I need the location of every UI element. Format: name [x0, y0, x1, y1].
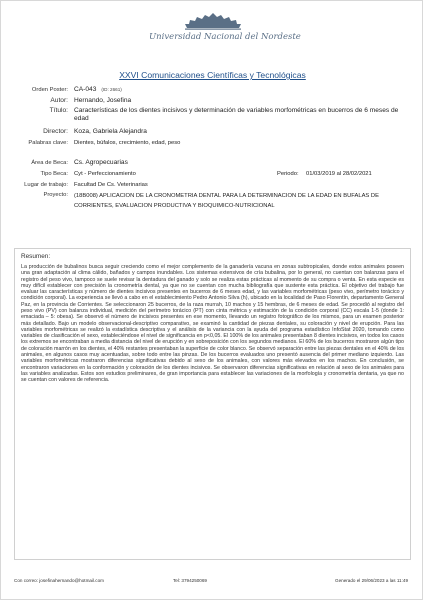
conference-title: XXVI Comunicaciones Científicas y Tecnológicas: [119, 70, 306, 80]
footer-email: Con correo: josefinahernando@hotmail.com: [14, 578, 104, 583]
university-crest-icon: [181, 11, 245, 31]
lugar-trabajo-value: Facultad De Cs. Veterinarias: [74, 182, 148, 188]
orden-poster-value: CA-043: [74, 86, 97, 93]
footer-generated: Generado el 29/06/2023 a las 11:49: [335, 578, 408, 583]
titulo-value: Características de los dientes incisivos y determinación de variables morfométricas en bucerros de 6 meses de edad: [74, 107, 399, 122]
abstract-box: [14, 248, 411, 560]
university-name: Universidad Nacional del Nordeste: [149, 32, 301, 42]
orden-poster-label: Orden Poster:: [31, 87, 68, 93]
tipo-beca-value: Cyt - Perfeccionamiento: [74, 171, 136, 177]
university-logo: [149, 11, 301, 47]
director-label: Director:: [43, 128, 68, 135]
proyecto-value: (18B008) APLICACION DE LA CRONOMETRIA DENTAL PARA LA DETERMINACION DE LA EDAD EN BUFALAS DE CORRIENTES, EVALUACION PRODUCTIVA Y BIOQUIMICO-NUTRICIONAL: [74, 193, 379, 209]
periodo-label: Periodo:: [277, 171, 299, 177]
footer-phone: Tel: 3794250069: [173, 578, 207, 583]
tipo-beca-label: Tipo Beca:: [40, 171, 68, 177]
titulo-label: Título:: [49, 107, 68, 114]
periodo-value: 01/03/2019 al 28/02/2021: [306, 171, 372, 177]
abstract-text: La producción de bubalinos busca seguir creciendo como el mejor complemento de la ganadería vacuna en zonas subtropicales, donde estos animales poseen una gran adaptación al clima cálido, bañados y campos inundables. Los sistemas extensivos de cría bubalina, por lo general, no cuentan con balanzas para el registro del peso vivo, tampoco se suele revisar la dentadura del ganado y solo se realiza estas prácticas al momento de su compra o venta. En esta especie es muy difícil establecer con precisión la cronometría dental, ya que no se cuentan con mucha bibliografía que sustente esta práctica. El objetivo del trabajo fue evaluar las características y número de dientes incisivos presentes en bucerros de 6 meses edad, y las variables morfométricas (peso vivo, perímetro torácico y condición corporal). La experiencia se llevó a cabo en el establecimiento Pedro Antonio Silva (h), ubicado en la localidad de Paso Florentín, departamento General Paz, en la provincia de Corrientes. Se seleccionaron 25 bucerros, de la raza murrah, 10 machos y 15 hembras, de 6 meses de edad. Se procedió al registro del peso vivo (PV) con balanza individual, medición del perímetro torácico (PT) con cinta métrica y estimación de la condición corporal (CC) escala 1-5 (donde 1: emaciada – 5: obesa). Se observó el número de incisivos presentes en ese momento, llevando un registro fotográfico de los mismos, para un examen posterior más detallado. Bajo un modelo observacional-descriptivo comparativo, se examinó la cantidad de piezas dentales, su coloración y nivel de erupción. Para las variables morfométricas se realizó la estadística descriptiva y el análisis de la variancia con la ayuda del programa estadístico InfoStat 2020, tomando como variables de clasificación el sexo, estableciéndose el nivel de significancia en p<0,05. El 100% de los animales presentaban 8 dientes incisivos, en todos los casos los extremos se encontraban a media distancia del nivel de erupción y en sobreposición con los segundos medianos. El 60% de los bucerros mostraron algún tipo de coloración marrón en los dientes, el 40% restantes presentaban la superficie de color blanco. Se observó separación entre las piezas dentales en el 40% de los animales, en algunos casos muy acentuadas, sobre todo entre las pinzas. De los bucerros evaluados uno presentó ausencia del primer mediano izquierdo. Las variables morfométricas mostraron diferencias significativas debido al sexo de los animales, con valores más elevados en los machos. En conclusión, se encontraron variaciones en la conformación y coloración de los dientes incisivos. Se observaron diferencias significativas en relación al sexo de los animales para las variables analizadas. Estos son estudios preliminares, de gran importancia para establecer las variaciones de la morfología y cronometría dentaria, ya que no se cuentan con valores de referencia.: [21, 264, 404, 384]
autor-label: Autor:: [50, 97, 68, 104]
poster-id: (ID: 2661): [101, 87, 122, 92]
area-beca-label: Área de Beca:: [31, 160, 68, 166]
director-value: Koza, Gabriela Alejandra: [74, 128, 147, 135]
autor-value: Hernando, Josefina: [74, 97, 132, 104]
area-beca-value: Cs. Agropecuarias: [74, 159, 128, 166]
palabras-clave-label: Palabras clave:: [28, 140, 68, 146]
proyecto-label: Proyecto:: [43, 192, 68, 198]
palabras-clave-value: Dientes, búfalos, crecimiento, edad, peso: [74, 140, 181, 146]
abstract-title: Resumen:: [21, 253, 51, 260]
lugar-trabajo-label: Lugar de trabajo:: [24, 182, 68, 188]
